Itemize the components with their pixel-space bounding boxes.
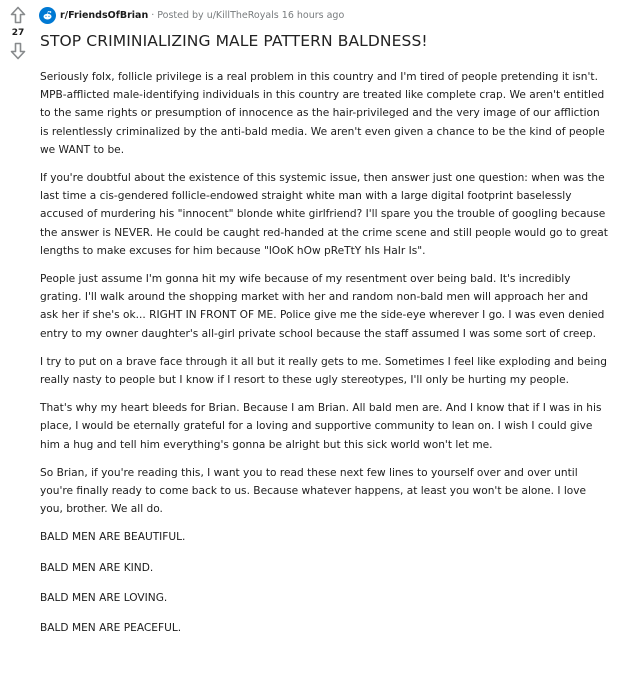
- post-paragraph: If you're doubtful about the existence of this systemic issue, then answer just one question: when was the last time a cis-gendered follicle-endowed straight white man with a large digital footprint baselessly accused of murdering his "innocent" blonde white girlfriend? I'll spare you the trouble of googling because the answer is NEVER. He could be caught red-handed at the crime scene and still people would go to great lengths to make excuses for him because "lOoK hOw pReTtY hIs HaIr Is".: [40, 172, 608, 257]
- post-body: [39, 68, 613, 637]
- upvote-button[interactable]: [6, 4, 30, 26]
- post-paragraph: BALD MEN ARE LOVING.: [40, 591, 168, 604]
- subreddit-avatar[interactable]: [39, 7, 56, 24]
- post-title[interactable]: STOP CRIMINIALIZING MALE PATTERN BALDNESS!: [40, 32, 428, 50]
- upvote-arrow-icon: [10, 6, 26, 24]
- vote-column: [0, 0, 36, 62]
- post-paragraph: I try to put on a brave face through it all but it really gets to me. Sometimes I feel like exploding and being really nasty to people but I know if I resort to these ugly stereotypes, I'll only be hurting my people.: [40, 355, 607, 387]
- meta-separator: ·: [151, 9, 155, 21]
- post-paragraph: BALD MEN ARE BEAUTIFUL.: [40, 531, 186, 544]
- post-content: [39, 0, 613, 649]
- vote-count: 27: [11, 28, 25, 38]
- post-paragraph: People just assume I'm gonna hit my wife because of my resentment over being bald. It's incredibly grating. I'll walk around the shopping market with her and random non-bald men will approach her and ask her if she's ok... RIGHT IN FRONT OF ME. Police give me the side-eye wherever I go. I was even denied entry to my owner daughter's all-girl private school because the staff assumed I was some sort of creep.: [40, 273, 605, 340]
- downvote-button[interactable]: [6, 40, 30, 62]
- post-paragraph: So Brian, if you're reading this, I want you to read these next few lines to yourself over and over until you're finally ready to come back to us. Because whatever happens, at least you won't be alone. I love you, brother. We all do.: [40, 466, 587, 516]
- post-paragraph: Seriously folx, follicle privilege is a real problem in this country and I'm tired of people pretending it isn't. MPB-afflicted male-identifying individuals in this country are treated like complete crap. We aren't entitled to the same rights or presumption of innocence as the hair-privileged and the very image of our affliction is relentlessly criminalized by the anti-bald media. We aren't even given a chance to be the kind of people we WANT to be.: [40, 71, 605, 156]
- subreddit-link[interactable]: r/FriendsOfBrian: [60, 9, 149, 21]
- reddit-alien-icon: [42, 10, 53, 21]
- post-meta: [39, 0, 613, 30]
- posted-by[interactable]: Posted by u/KillTheRoyals 16 hours ago: [157, 9, 345, 21]
- post-paragraph: BALD MEN ARE KIND.: [40, 561, 154, 574]
- downvote-arrow-icon: [10, 42, 26, 60]
- post-paragraph: That's why my heart bleeds for Brian. Because I am Brian. All bald men are. And I know that if I was in his place, I would be eternally grateful for a loving and supportive community to lean on. I wish I could give him a hug and tell him everything's gonna be alright but this sick world won't let me.: [40, 402, 602, 451]
- post-paragraph: BALD MEN ARE PEACEFUL.: [40, 622, 182, 635]
